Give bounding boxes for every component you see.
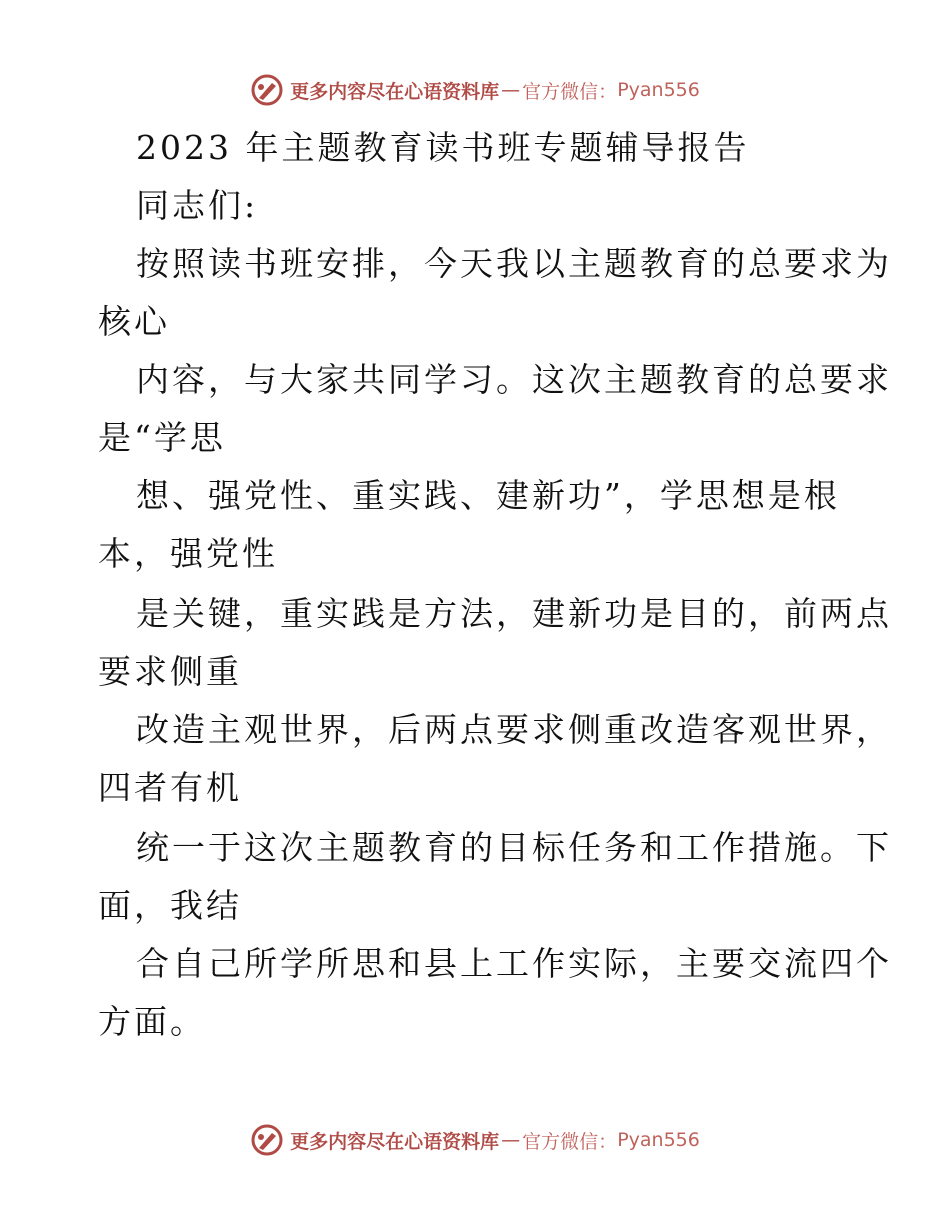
paragraph-line: 是关键，重实践是方法，建新功是目的，前两点 [136, 594, 892, 633]
paragraph-line: 改造主观世界，后两点要求侧重改造客观世界， [136, 710, 892, 749]
paragraph-line: 按照读书班安排，今天我以主题教育的总要求为 [136, 244, 892, 283]
banner-separator: — [501, 1129, 521, 1151]
paragraph-line: 统一于这次主题教育的目标任务和工作措施。下 [136, 828, 892, 867]
footer-watermark-banner [0, 1120, 950, 1160]
banner-wechat-label: 官方微信： [522, 80, 618, 103]
banner-separator: — [501, 79, 521, 101]
banner-wechat-id: Pyan556 [617, 79, 700, 101]
banner-wechat-label: 官方微信： [522, 1130, 618, 1153]
paragraph-line: 本，强党性 [98, 534, 278, 573]
paragraph-line: 要求侧重 [98, 652, 242, 691]
paragraph-line: 想、强党性、重实践、建新功”，学思想是根 [136, 476, 840, 515]
paragraph-line: 是“学思 [98, 418, 226, 457]
paragraph-line: 合自己所学所思和县上工作实际，主要交流四个 [136, 944, 892, 983]
paragraph-line: 内容，与大家共同学习。这次主题教育的总要求 [136, 360, 892, 399]
banner-main-text: 更多内容尽在心语资料库 [290, 80, 500, 103]
banner-main-text: 更多内容尽在心语资料库 [290, 1130, 500, 1153]
banner-wechat-id: Pyan556 [617, 1129, 700, 1151]
paragraph-line: 面，我结 [98, 886, 242, 925]
greeting: 同志们: [136, 186, 259, 225]
paragraph-line: 核心 [98, 302, 170, 341]
paragraph-line: 方面。 [98, 1002, 206, 1041]
document-title: 2023 年主题教育读书班专题辅导报告 [136, 128, 750, 167]
paragraph-line: 四者有机 [98, 768, 242, 807]
pen-logo-icon [250, 1123, 284, 1157]
